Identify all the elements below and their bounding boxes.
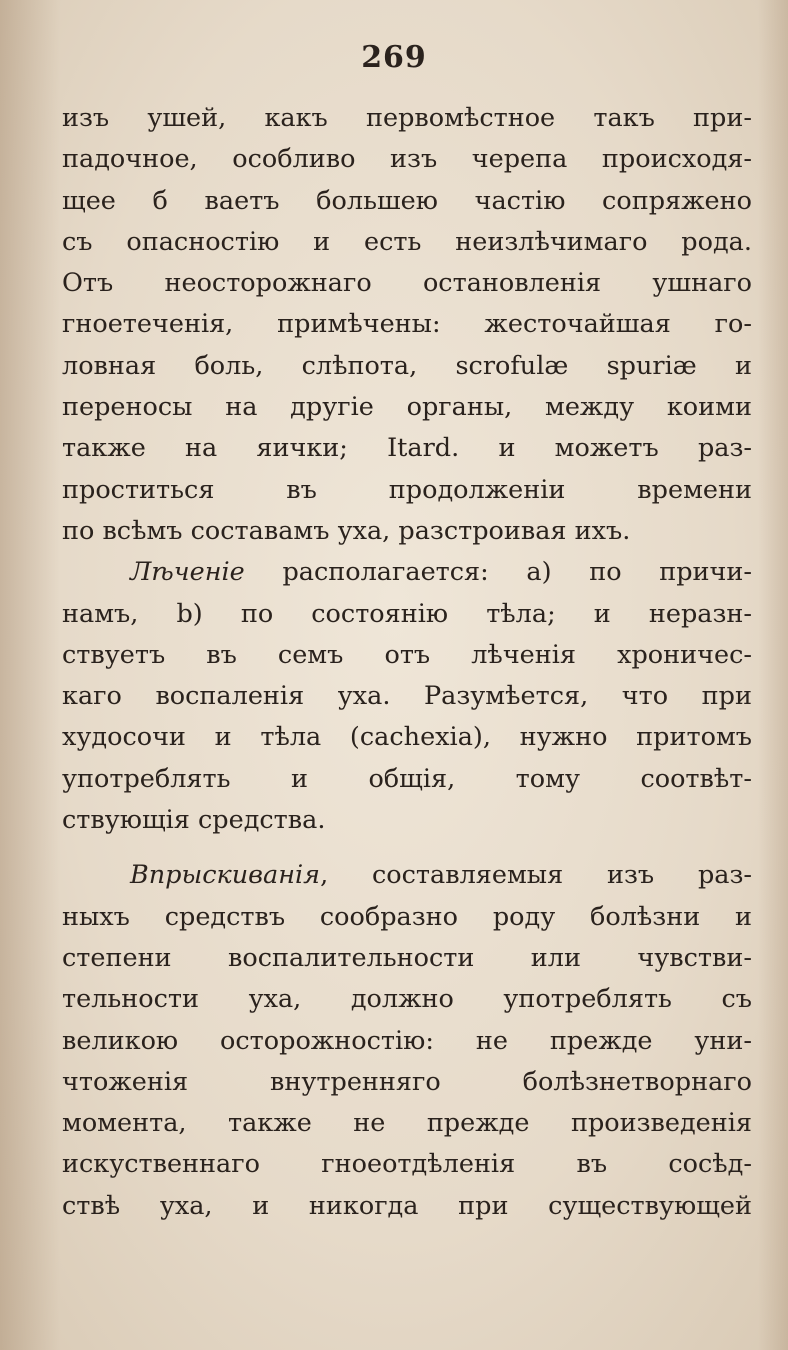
page-number: 269 [361, 40, 427, 75]
text-run: располагается: a) по причи- [244, 557, 752, 588]
text-line [62, 552, 752, 593]
text-line: ствѣ уха, и никогда при существующей [62, 1190, 752, 1221]
text-line: момента, также не прежде произведенія [62, 1108, 752, 1139]
text-line: намъ, b) по состоянію тѣла; и неразн- [62, 598, 752, 629]
text-line: также на яички; Itard. и можетъ раз- [62, 433, 752, 464]
text-line: переносы на другіе органы, между коими [62, 392, 752, 423]
body-text [62, 98, 752, 1227]
text-line: великою осторожностію: не прежде уни- [62, 1025, 752, 1056]
text-line: щее б ваетъ большею частію сопряжено [62, 185, 752, 216]
text-line: ствуетъ въ семъ отъ лѣченія хроничес- [62, 639, 752, 670]
italic-term: Впрыскиванія [130, 860, 321, 891]
text-line: проститься въ продолженіи времени [62, 474, 752, 505]
text-line: степени воспалительности или чувстви- [62, 942, 752, 973]
text-line: худосочи и тѣла (cachexia), нужно притомъ [62, 722, 752, 753]
text-line: употреблять и общія, тому соотвѣт- [62, 763, 752, 794]
text-line: Отъ неосторожнаго остановленія ушнаго [62, 268, 752, 299]
text-line: изъ ушей, какъ первомѣстное такъ при- [62, 103, 752, 133]
text-line: ныхъ средствъ сообразно роду болѣзни и [62, 901, 752, 932]
text-run: , составляемыя изъ раз- [320, 860, 752, 891]
text-line: чтоженія внутренняго болѣзнетворнаго [62, 1066, 752, 1097]
text-line: съ опасностію и есть неизлѣчимаго рода. [62, 226, 752, 257]
paragraph-gap [62, 841, 752, 855]
text-line: ловная боль, слѣпота, scrofulæ spuriæ и [62, 350, 752, 381]
text-line: каго воспаленія уха. Разумѣется, что при [62, 681, 752, 712]
text-line [62, 855, 752, 896]
text-line: по всѣмъ составамъ уха, разстроивая ихъ. [62, 515, 631, 546]
text-line: падочное, особливо изъ черепа происходя- [62, 144, 752, 175]
text-line: искуственнаго гноеотдѣленія въ сосѣд- [62, 1149, 752, 1180]
text-line: гноетеченія, примѣчены: жесточайшая го- [62, 309, 752, 340]
text-line: тельности уха, должно употреблять съ [62, 984, 752, 1015]
italic-term: Лѣченіе [130, 557, 245, 588]
text-line: ствующія средства. [62, 805, 326, 836]
